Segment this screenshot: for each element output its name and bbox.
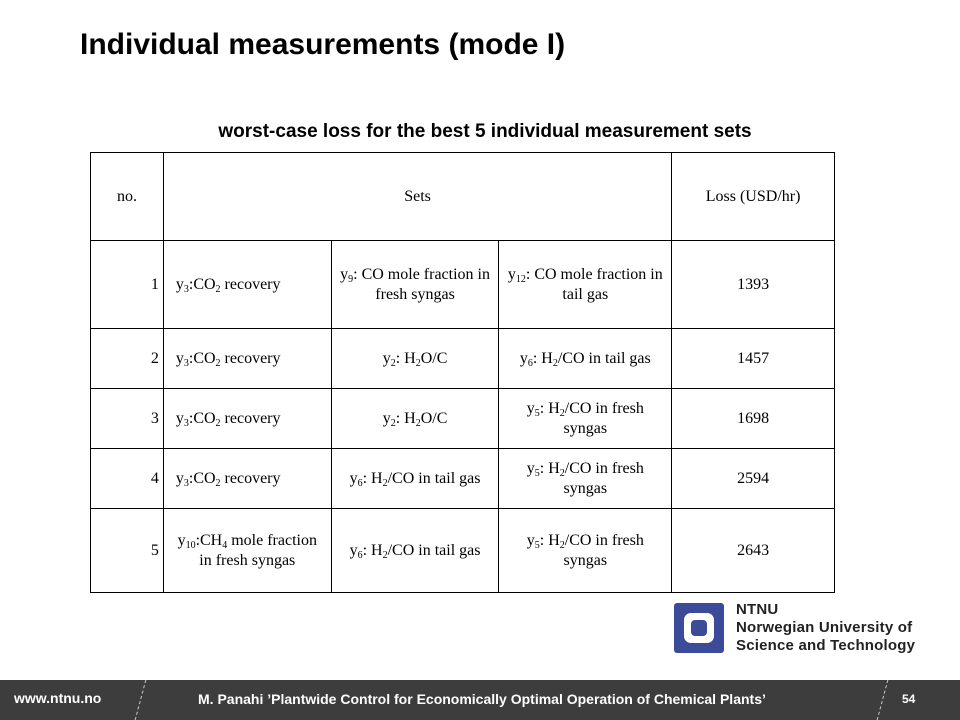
- footer-bar: [0, 680, 960, 720]
- header-loss: Loss (USD/hr): [672, 153, 835, 241]
- ntnu-logo-icon: [674, 603, 724, 653]
- ntnu-logo: [674, 603, 924, 657]
- page-number: 54: [902, 692, 916, 706]
- measurement-cell: $y_3:CO_2$ recovery: [163, 329, 331, 389]
- measurement-cell: $y_3:CO_2$ recovery: [163, 389, 331, 449]
- table-header-row: [91, 153, 835, 241]
- measurement-cell: $y_2$: $H_2O/C$: [331, 329, 499, 389]
- measurement-sets-table: [90, 152, 835, 593]
- header-no: no.: [91, 153, 164, 241]
- row-number: 1: [91, 241, 164, 329]
- footer-url: www.ntnu.no: [14, 690, 102, 706]
- row-number: 3: [91, 389, 164, 449]
- table-row: [91, 449, 835, 509]
- measurement-cell: $y_2$: $H_2O/C$: [331, 389, 499, 449]
- measurement-cell: $y_6$: $H_2/CO$ in tail gas: [331, 449, 499, 509]
- measurement-cell: $y_9$: CO mole fraction in fresh syngas: [331, 241, 499, 329]
- measurement-cell: $y_{10}:CH_4$ mole fraction in fresh syngas: [163, 509, 331, 593]
- measurement-cell: $y_5$: $H_2/CO$ in fresh syngas: [499, 509, 672, 593]
- footer-author: M. Panahi ’Plantwide Control for Economically Optimal Operation of Chemical Plants’: [198, 691, 766, 707]
- measurement-cell: $y_{12}$: CO mole fraction in tail gas: [499, 241, 672, 329]
- loss-value: 1698: [672, 389, 835, 449]
- loss-value: 2594: [672, 449, 835, 509]
- measurement-cell: $y_3:CO_2$ recovery: [163, 241, 331, 329]
- header-sets: Sets: [163, 153, 671, 241]
- slide-title: Individual measurements (mode I): [80, 28, 566, 61]
- loss-value: 2643: [672, 509, 835, 593]
- ntnu-logo-text: NTNU Norwegian University of Science and Technology: [736, 601, 916, 654]
- table-row: [91, 509, 835, 593]
- measurement-cell: $y_5$: $H_2/CO$ in fresh syngas: [499, 449, 672, 509]
- row-number: 4: [91, 449, 164, 509]
- table-caption: worst-case loss for the best 5 individual measurement sets: [218, 121, 752, 142]
- loss-value: 1393: [672, 241, 835, 329]
- table-row: [91, 389, 835, 449]
- measurement-cell: $y_3:CO_2$ recovery: [163, 449, 331, 509]
- measurement-cell: $y_6$: $H_2/CO$ in tail gas: [499, 329, 672, 389]
- measurement-cell: $y_6$: $H_2/CO$ in tail gas: [331, 509, 499, 593]
- measurement-cell: $y_5$: $H_2/CO$ in fresh syngas: [499, 389, 672, 449]
- loss-value: 1457: [672, 329, 835, 389]
- table-row: [91, 329, 835, 389]
- row-number: 2: [91, 329, 164, 389]
- row-number: 5: [91, 509, 164, 593]
- table-row: [91, 241, 835, 329]
